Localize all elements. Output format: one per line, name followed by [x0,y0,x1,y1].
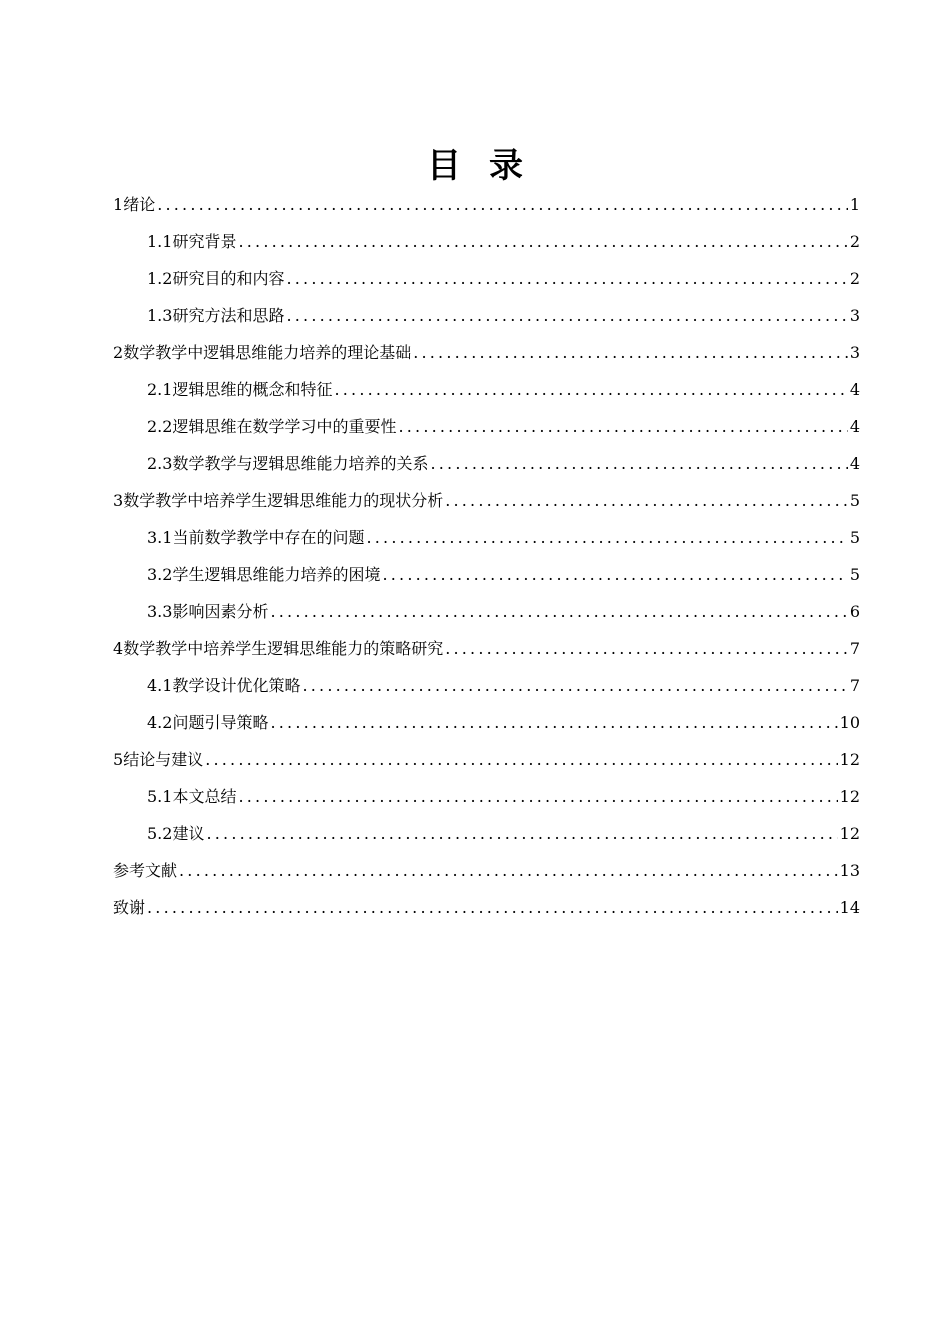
toc-entry-page: 12 [839,787,860,806]
toc-entry-number: 3.1 [147,528,173,547]
toc-entry[interactable] [113,482,860,519]
page-title [0,142,950,190]
toc-entry-label: 逻辑思维的概念和特征 [172,380,333,399]
toc-entry-number: 5 [113,750,124,769]
toc-entry[interactable] [147,556,860,593]
toc-entry-page: 12 [839,824,860,843]
toc-entry-label: 致谢 [113,898,146,917]
toc-entry[interactable] [113,889,860,926]
dot-leader [270,704,837,741]
toc-entry-number: 5.2 [147,824,173,843]
toc-entry[interactable] [147,371,860,408]
toc-entry-page: 13 [839,861,860,880]
dot-leader [398,408,847,445]
toc-entry-page: 5 [849,528,860,547]
toc-entry-label: 绪论 [123,195,156,214]
toc-entry-label: 教学设计优化策略 [172,676,301,695]
toc-entry-label: 数学教学中逻辑思维能力培养的理论基础 [123,343,412,362]
toc-entry-label: 数学教学中培养学生逻辑思维能力的策略研究 [123,639,444,658]
toc-entry-number: 2.1 [147,380,173,399]
toc-entry-number: 3.2 [147,565,173,584]
toc-entry-page: 6 [849,602,860,621]
toc-entry-label: 数学教学与逻辑思维能力培养的关系 [172,454,429,473]
toc-entry-page: 5 [849,565,860,584]
toc-entry-number: 2.2 [147,417,173,436]
toc-entry-page: 7 [849,639,860,658]
toc-entry-page: 2 [849,269,860,288]
dot-leader [147,889,838,926]
toc-entry-label: 问题引导策略 [172,713,269,732]
dot-leader [413,334,848,371]
dot-leader [206,815,837,852]
toc-entry[interactable] [147,260,860,297]
title-char-1: 目 [427,146,461,186]
toc-entry-number: 1.1 [147,232,173,251]
toc-entry-number: 5.1 [147,787,173,806]
dot-leader [382,556,847,593]
toc-entry-number: 1.3 [147,306,173,325]
toc-entry[interactable] [147,408,860,445]
dot-leader [286,260,847,297]
toc-entry-number: 2.3 [147,454,173,473]
dot-leader [205,741,837,778]
title-char-2: 录 [489,146,523,186]
toc-entry[interactable] [147,667,860,704]
dot-leader [430,445,847,482]
toc-entry-number: 4.2 [147,713,173,732]
toc-entry-number: 1.2 [147,269,173,288]
toc-entry-page: 4 [849,417,860,436]
dot-leader [445,630,848,667]
toc-entry-label: 影响因素分析 [172,602,269,621]
toc-entry[interactable] [147,778,860,815]
toc-entry[interactable] [113,741,860,778]
dot-leader [238,223,847,260]
toc-entry[interactable] [113,852,860,889]
toc-entry-label: 研究目的和内容 [172,269,285,288]
toc-entry-page: 4 [849,454,860,473]
dot-leader [179,852,838,889]
toc-entry-page: 5 [849,491,860,510]
dot-leader [445,482,848,519]
dot-leader [286,297,847,334]
toc-entry-page: 1 [849,195,860,214]
toc-entry[interactable] [113,630,860,667]
toc-entry-label: 建议 [172,824,205,843]
toc-entry-number: 1 [113,195,124,214]
toc-entry-label: 当前数学教学中存在的问题 [172,528,365,547]
dot-leader [302,667,847,704]
toc-entry[interactable] [147,297,860,334]
dot-leader [366,519,847,556]
toc-entry-page: 3 [849,343,860,362]
toc-entry[interactable] [147,519,860,556]
toc-entry-page: 7 [849,676,860,695]
toc-entry-page: 10 [839,713,860,732]
dot-leader [238,778,837,815]
dot-leader [334,371,847,408]
toc-entry-page: 4 [849,380,860,399]
toc-entry-number: 4 [113,639,124,658]
toc-entry[interactable] [113,186,860,223]
toc-entry-page: 12 [839,750,860,769]
toc-entry[interactable] [147,704,860,741]
dot-leader [270,593,847,630]
toc-entry-number: 2 [113,343,124,362]
toc-entry[interactable] [147,223,860,260]
toc-entry-page: 14 [839,898,860,917]
toc-entry-label: 参考文献 [113,861,178,880]
toc-entry-number: 3 [113,491,124,510]
toc-entry-page: 2 [849,232,860,251]
toc-entry-page: 3 [849,306,860,325]
toc-entry-label: 研究背景 [172,232,237,251]
toc-entry-number: 4.1 [147,676,173,695]
toc-entry[interactable] [147,445,860,482]
dot-leader [157,186,848,223]
toc-entry-number: 3.3 [147,602,173,621]
toc-entry-label: 结论与建议 [123,750,204,769]
toc-entry-label: 逻辑思维在数学学习中的重要性 [172,417,397,436]
toc-entry-label: 学生逻辑思维能力培养的困境 [172,565,381,584]
toc-entry-label: 研究方法和思路 [172,306,285,325]
toc-entry[interactable] [147,593,860,630]
toc-entry-label: 数学教学中培养学生逻辑思维能力的现状分析 [123,491,444,510]
toc-entry-label: 本文总结 [172,787,237,806]
toc-entry[interactable] [113,334,860,371]
toc-entry[interactable] [147,815,860,852]
